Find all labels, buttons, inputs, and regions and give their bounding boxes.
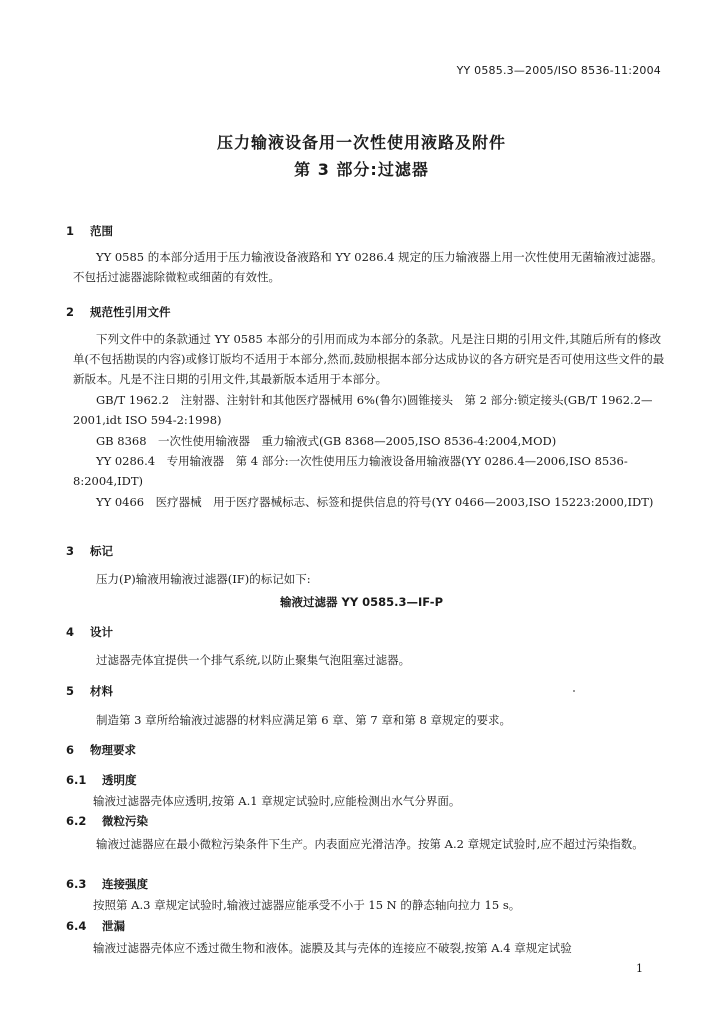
subsection-6-1-text: 输液过滤器壳体应透明,按第 A.1 章规定试验时,应能检测出水气分界面。 — [93, 794, 461, 808]
reference-item: YY 0466 医疗器械 用于医疗器械标志、标签和提供信息的符号(YY 0466—2003,ISO 15223:2000,IDT) — [96, 495, 654, 509]
subsection-title: 泄漏 — [102, 919, 125, 933]
section-title: 设计 — [90, 625, 113, 639]
section-number: 3 — [66, 544, 75, 558]
section-number: 6 — [66, 743, 75, 757]
subsection-number: 6.1 — [66, 773, 87, 787]
doc-title-line2: 第 3 部分:过滤器 — [294, 160, 429, 179]
section-title: 标记 — [90, 544, 113, 558]
standard-code: YY 0585.3—2005/ISO 8536-11:2004 — [456, 64, 661, 77]
section-number: 4 — [66, 625, 75, 639]
section-4-text: 过滤器壳体宜提供一个排气系统,以防止聚集气泡阻塞过滤器。 — [96, 653, 411, 667]
section-2-heading — [66, 304, 171, 320]
section-2-intro: 下列文件中的条款通过 YY 0585 本部分的引用而成为本部分的条款。凡是注日期的引用文件,其随后所有的修改单(不包括勘误的内容)或修订版均不适用于本部分,然而,鼓励根据本部分达成协议的各方研究是否可使用这些文件的最新版本。凡是不注日期的引用文件,其最新版本适用于本部分。 — [73, 332, 665, 386]
reference-item: YY 0286.4 专用输液器 第 4 部分:一次性使用压力输液设备用输液器(YY 0286.4—2006,ISO 8536-8:2004,IDT) — [73, 454, 628, 488]
section-5-text: 制造第 3 章所给输液过滤器的材料应满足第 6 章、第 7 章和第 8 章规定的要求。 — [96, 713, 512, 727]
section-3-heading — [66, 543, 113, 559]
subsection-title: 微粒污染 — [102, 814, 148, 828]
subsection-number: 6.4 — [66, 919, 87, 933]
subsection-6-3-heading — [66, 876, 148, 892]
reference-item: GB 8368 一次性使用输液器 重力输液式(GB 8368—2005,ISO 8536-4:2004,MOD) — [96, 434, 557, 448]
subsection-6-2-text: 输液过滤器应在最小微粒污染条件下生产。内表面应光滑洁净。按第 A.2 章规定试验时,应不超过污染指数。 — [96, 837, 644, 851]
section-number: 2 — [66, 305, 75, 319]
section-number: 5 — [66, 684, 75, 698]
section-title: 范围 — [90, 224, 113, 238]
subsection-6-4-heading — [66, 918, 125, 934]
subsection-title: 连接强度 — [102, 877, 148, 891]
doc-title-line1: 压力输液设备用一次性使用液路及附件 — [216, 133, 506, 152]
subsection-6-3-text: 按照第 A.3 章规定试验时,输液过滤器应能承受不小于 15 N 的静态轴向拉力 15 s。 — [93, 898, 521, 912]
subsection-6-4-text: 输液过滤器壳体应不透过微生物和液体。滤膜及其与壳体的连接应不破裂,按第 A.4 章规定试验 — [93, 941, 572, 955]
subsection-6-2-heading — [66, 813, 148, 829]
section-1-heading — [66, 223, 113, 239]
section-4-heading — [66, 624, 113, 640]
section-5-heading — [66, 683, 113, 699]
subsection-number: 6.2 — [66, 814, 87, 828]
section-title: 物理要求 — [90, 743, 136, 757]
page-number: 1 — [636, 962, 643, 975]
section-title: 规范性引用文件 — [90, 305, 171, 319]
marking-example: 输液过滤器 YY 0585.3—IF-P — [279, 595, 444, 609]
section-6-heading — [66, 742, 136, 758]
subsection-number: 6.3 — [66, 877, 87, 891]
section-number: 1 — [66, 224, 75, 238]
section-title: 材料 — [90, 684, 113, 698]
reference-item: GB/T 1962.2 注射器、注射针和其他医疗器械用 6%(鲁尔)圆锥接头 第 2 部分:锁定接头(GB/T 1962.2—2001,idt ISO 594-2:1998) — [73, 393, 653, 427]
scan-speck — [573, 690, 575, 692]
subsection-title: 透明度 — [102, 773, 137, 787]
section-1-text: YY 0585 的本部分适用于压力输液设备液路和 YY 0286.4 规定的压力输液器上用一次性使用无菌输液过滤器。不包括过滤器滤除微粒或细菌的有效性。 — [73, 250, 663, 284]
section-3-text: 压力(P)输液用输液过滤器(IF)的标记如下: — [96, 572, 311, 586]
subsection-6-1-heading — [66, 772, 137, 788]
